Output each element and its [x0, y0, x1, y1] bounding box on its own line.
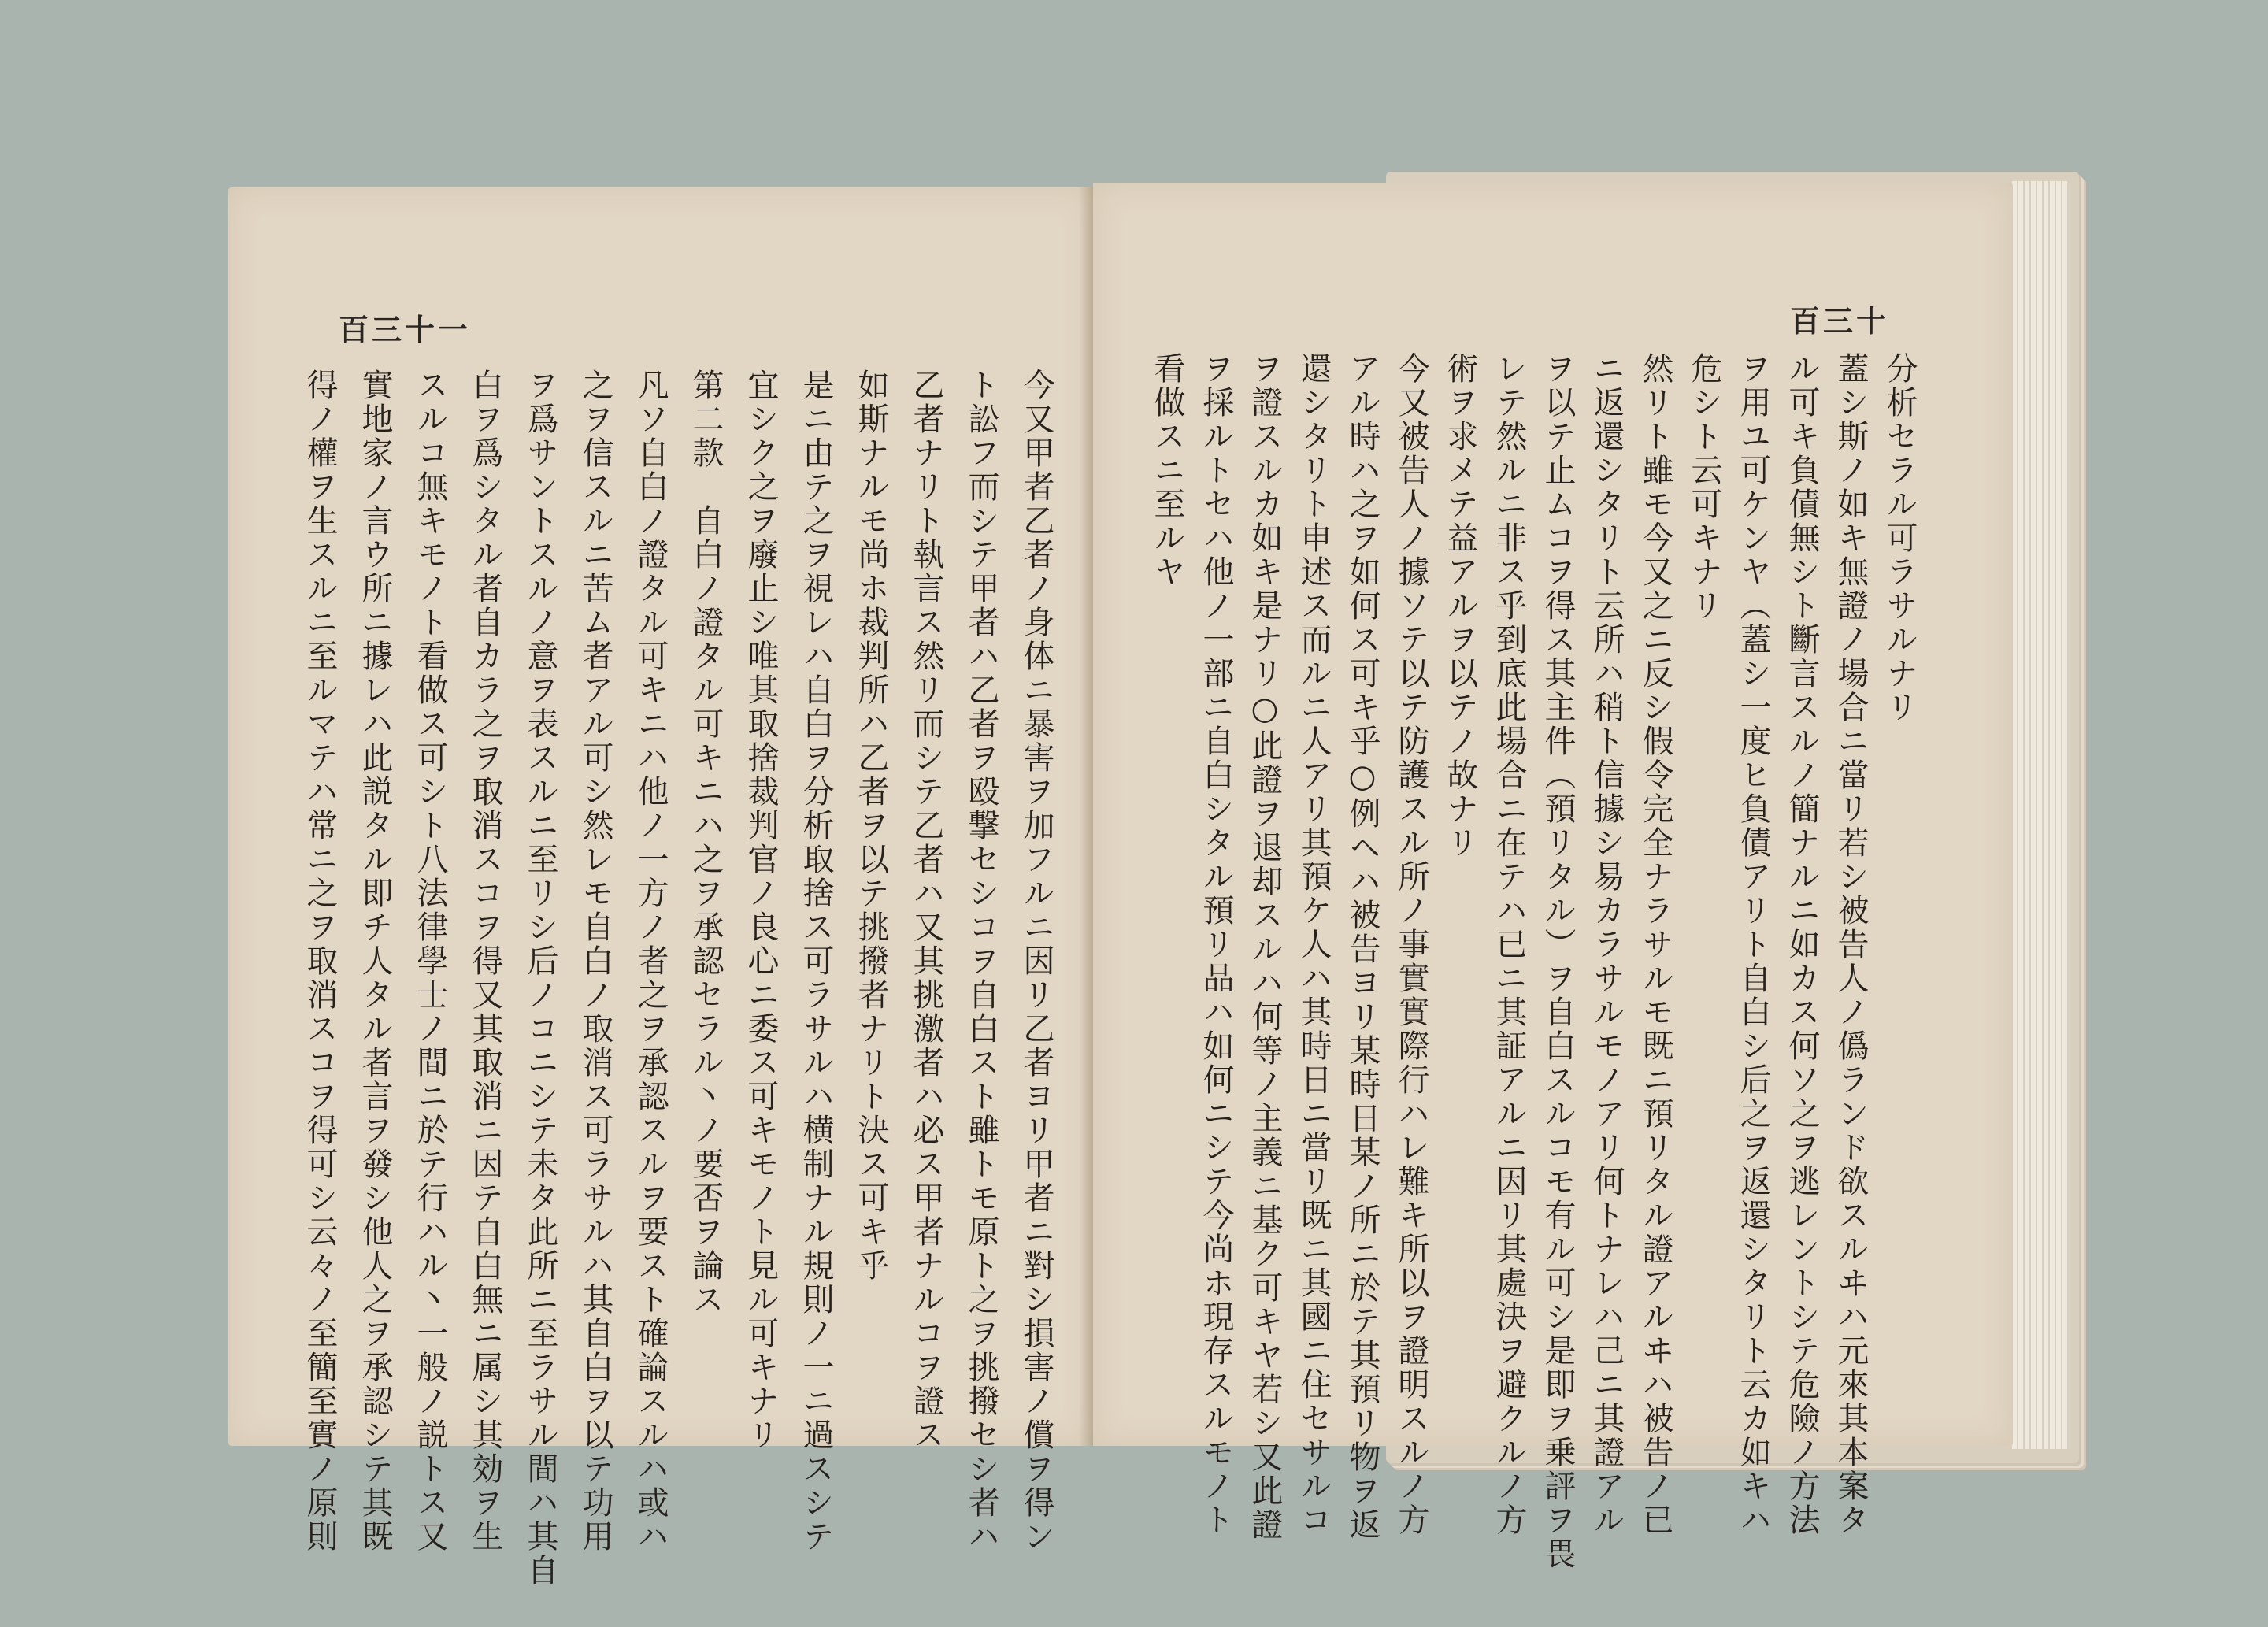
- text-column: 還シタリト申述ス而ルニ人アリ其預ケ人ハ其時日ニ當リ既ニ其國ニ住セサルコ: [1295, 352, 1332, 1537]
- page-edges: [2012, 181, 2067, 1449]
- text-column: ヲ證スルカ如キ是ナリ○此證ヲ退却スルハ何等ノ主義ニ基ク可キヤ若シ又此證: [1247, 352, 1283, 1542]
- left-page-text: [276, 369, 1071, 1588]
- text-column: 術ヲ求メテ益アルヲ以テノ故ナリ: [1442, 352, 1478, 860]
- text-column: スルコ無キモノト看做ス可シト八法律學士ノ間ニ於テ行ハル丶一般ノ説トス又: [412, 369, 448, 1554]
- text-column: 分析セラル可ラサルナリ: [1881, 352, 1918, 725]
- text-column: 得ノ權ヲ生スルニ至ルマテハ常ニ之ヲ取消スコヲ得可シ云々ノ至簡至實ノ原則: [302, 369, 338, 1554]
- text-column: ニ返還シタリト云所ハ稍ト信據シ易カラサルモノアリ何トナレハ己ニ其證アル: [1588, 352, 1625, 1537]
- text-column: 如斯ナルモ尚ホ裁判所ハ乙者ヲ以テ挑撥者ナリト決ス可キ乎: [853, 369, 889, 1283]
- text-column: 乙者ナリト執言ス然リ而シテ乙者ハ又其挑激者ハ必ス甲者ナルコヲ證ス: [908, 369, 944, 1452]
- right-page: [1093, 183, 2013, 1571]
- text-column: 蓋シ斯ノ如キ無證ノ場合ニ當リ若シ被告人ノ僞ランド欲スルヰハ元來其本案タ: [1833, 352, 1869, 1537]
- text-column: ヲ用ユ可ケンヤ（蓋シ一度ヒ負債アリト自白シ后之ヲ返還シタリト云カ如キハ: [1735, 352, 1771, 1537]
- text-column: 看做スニ至ルヤ: [1149, 352, 1185, 589]
- text-column: 白ヲ爲シタル者自カラ之ヲ取消スコヲ得又其取消ニ因テ自白無ニ属シ其効ヲ生: [467, 369, 503, 1554]
- text-column: 危シト云可キナリ: [1686, 352, 1722, 623]
- text-column: 宜シク之ヲ廢止シ唯其取捨裁判官ノ良心ニ委ス可キモノト見ル可キナリ: [743, 369, 779, 1452]
- text-column: ト訟フ而シテ甲者ハ乙者ヲ殴撃セシコヲ自白スト雖トモ原ト之ヲ挑撥セシ者ハ: [963, 369, 999, 1554]
- text-column: 第二款 自白ノ證タル可キニハ之ヲ承認セラル丶ノ要否ヲ論ス: [687, 369, 724, 1317]
- left-page: [228, 187, 1093, 1588]
- text-column: 今又被告人ノ據ソテ以テ防護スル所ノ事實實際行ハレ難キ所以ヲ證明スルノ方: [1393, 352, 1429, 1537]
- text-column: 凡ソ自白ノ證タル可キニハ他ノ一方ノ者之ヲ承認スルヲ要スト確論スルハ或ハ: [632, 369, 669, 1554]
- text-column: 今又甲者乙者ノ身体ニ暴害ヲ加フルニ因リ乙者ヨリ甲者ニ對シ損害ノ償ヲ得ン: [1018, 369, 1054, 1554]
- text-column: ヲ爲サントスルノ意ヲ表スルニ至リシ后ノコニシテ未タ此所ニ至ラサル間ハ其自: [522, 369, 558, 1588]
- left-page-number: 百三十一: [339, 312, 472, 347]
- text-column: ヲ以テ止ムコヲ得ス其主件（預リタル）ヲ自白スルコモ有ル可シ是即ヲ乗評ヲ畏: [1540, 352, 1576, 1571]
- text-column: アル時ハ之ヲ如何ス可キ乎○例ヘハ被告ヨリ某時日某ノ所ニ於テ其預リ物ヲ返: [1344, 352, 1380, 1542]
- right-page-text: [1140, 352, 1928, 1571]
- text-column: 之ヲ信スルニ苦ム者アル可シ然レモ自白ノ取消ス可ラサルハ其自白ヲ以テ功用: [577, 369, 613, 1554]
- text-column: ヲ採ルトセハ他ノ一部ニ自白シタル預リ品ハ如何ニシテ今尚ホ現存スルモノト: [1198, 352, 1234, 1537]
- text-column: レテ然ルニ非ス乎到底此場合ニ在テハ已ニ其証アルニ因リ其處決ヲ避クルノ方: [1491, 352, 1527, 1537]
- right-page-number: 百三十: [1790, 303, 1890, 339]
- text-column: ル可キ負債無シト斷言スルノ簡ナルニ如カス何ソ之ヲ逃レントシテ危險ノ方法: [1784, 352, 1820, 1537]
- text-column: 然リト雖モ今又之ニ反シ假令完全ナラサルモ既ニ預リタル證アルヰハ被告ノ已: [1637, 352, 1673, 1537]
- text-column: 實地家ノ言ウ所ニ據レハ此説タル即チ人タル者言ヲ發シ他人之ヲ承認シテ其既: [357, 369, 393, 1554]
- text-column: 是ニ由テ之ヲ視レハ自白ヲ分析取捨ス可ラサルハ横制ナル規則ノ一ニ過スシテ: [798, 369, 834, 1554]
